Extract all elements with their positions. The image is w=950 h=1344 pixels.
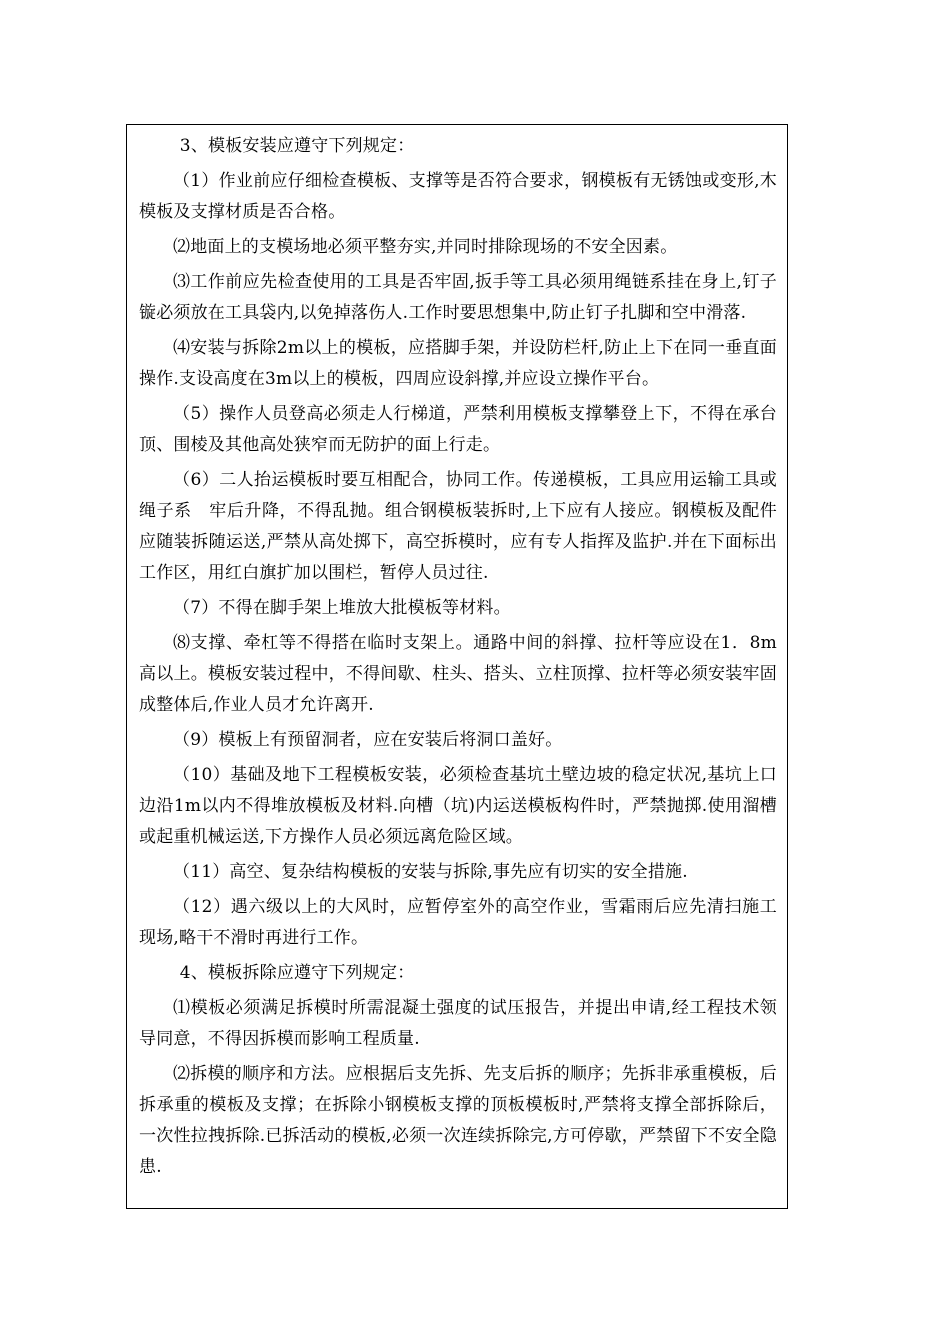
rule-item-9: （9）模板上有预留洞者，应在安装后将洞口盖好。 [173,730,563,750]
rule-item-1: （1）作业前应仔细检查模板、支撑等是否符合要求，钢模板有无锈蚀或变形,木模板及支撑材质是否合格。 [139,171,777,222]
document-frame [126,124,788,1209]
rule-item-12: （12）遇六级以上的大风时，应暂停室外的高空作业，雪霜雨后应先清扫施工现场,略干不滑时再进行工作。 [139,897,777,948]
removal-item-1: ⑴模板必须满足拆模时所需混凝土强度的试压报告，并提出申请,经工程技术领导同意，不得因拆模而影响工程质量. [139,998,777,1049]
rule-item-10: （10）基础及地下工程模板安装，必须检查基坑土壁边坡的稳定状况,基坑上口边沿1m以内不得堆放模板及材料.向槽（坑)内运送模板构件时，严禁抛掷.使用溜槽或起重机械运送,下方操作人员必须远离危险区域。 [139,765,777,847]
rule-item-7: （7）不得在脚手架上堆放大批模板等材料。 [173,598,511,618]
rule-item-3: ⑶工作前应先检查使用的工具是否牢固,扳手等工具必须用绳链系挂在身上,钉子镟必须放在工具袋内,以免掉落伤人.工作时要思想集中,防止钉子扎脚和空中滑落. [139,272,777,323]
rule-item-5: （5）操作人员登高必须走人行梯道，严禁利用模板支撑攀登上下，不得在承台顶、围棱及其他高处狭窄而无防护的面上行走。 [139,404,777,455]
rule-item-4: ⑷安装与拆除2m以上的模板，应搭脚手架，并设防栏杆,防止上下在同一垂直面操作.支设高度在3m以上的模板，四周应设斜撑,并应设立操作平台。 [139,338,777,389]
section-heading-3: 3、模板安装应遵守下列规定： [179,136,415,156]
rule-item-8: ⑻支撑、牵杠等不得搭在临时支架上。通路中间的斜撑、拉杆等应设在1．8m高以上。模板安装过程中，不得间歇、柱头、搭头、立柱顶撑、拉杆等必须安装牢固成整体后,作业人员才允许离开. [139,633,777,715]
rule-item-6: （6）二人抬运模板时要互相配合，协同工作。传递模板，工具应用运输工具或绳子系 牢后升降，不得乱抛。组合钢模板装拆时,上下应有人接应。钢模板及配件应随装拆随运送,严禁从高处掷下，高空拆模时，应有专人指挥及监护.并在下面标出工作区，用红白旗扩加以围栏，暂停人员过往. [139,470,777,583]
removal-item-2: ⑵拆模的顺序和方法。应根据后支先拆、先支后拆的顺序；先拆非承重模板，后拆承重的模板及支撑；在拆除小钢模板支撑的顶板模板时,严禁将支撑全部拆除后，一次性拉拽拆除.已拆活动的模板,必须一次连续拆除完,方可停歇，严禁留下不安全隐患. [139,1064,777,1177]
section-heading-4: 4、模板拆除应遵守下列规定： [179,963,415,983]
rule-item-2: ⑵地面上的支模场地必须平整夯实,并同时排除现场的不安全因素。 [173,237,678,257]
rule-item-11: （11）高空、复杂结构模板的安装与拆除,事先应有切实的安全措施. [173,862,688,882]
